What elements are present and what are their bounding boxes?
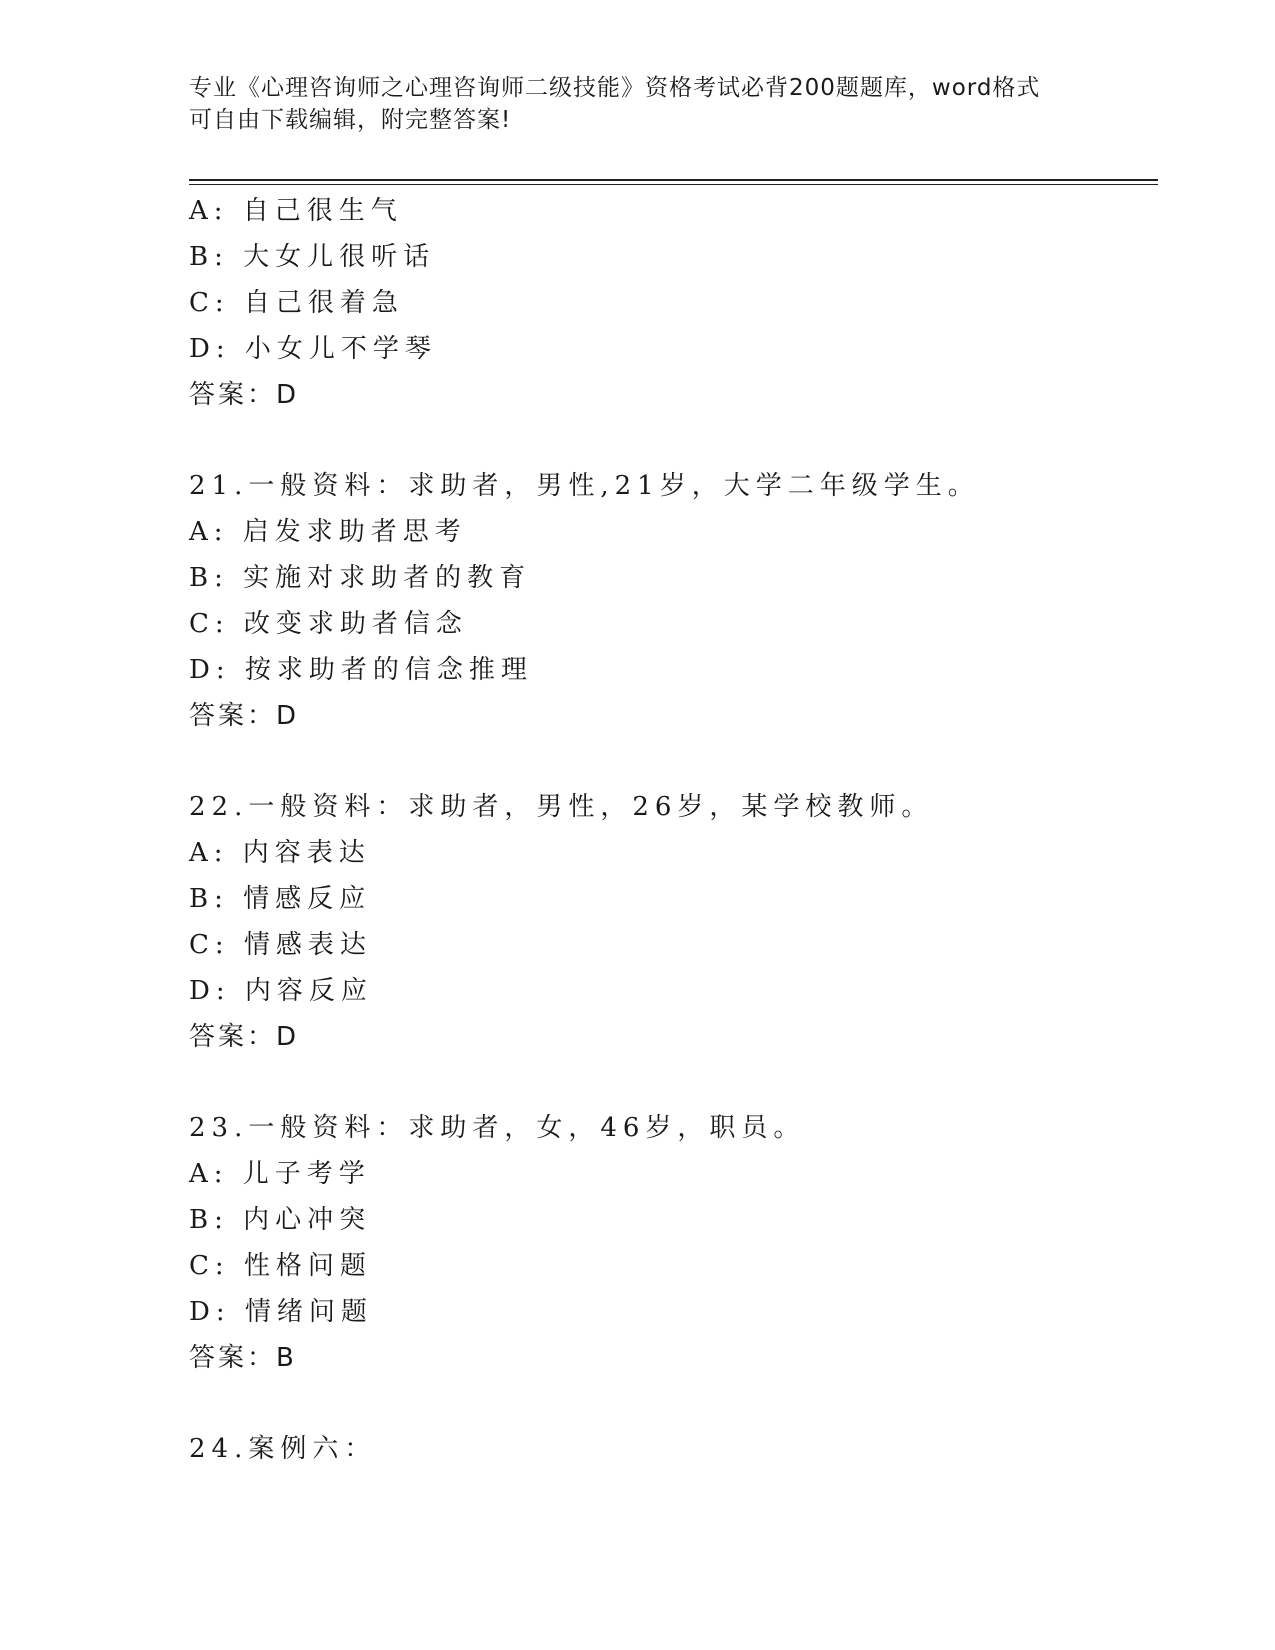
option-c: C: 情感表达 bbox=[189, 930, 372, 960]
question-list bbox=[189, 188, 1149, 1472]
document-header bbox=[189, 72, 1089, 136]
option-b: B: 内心冲突 bbox=[189, 1205, 372, 1235]
header-title-line-1: 专业《心理咨询师之心理咨询师二级技能》资格考试必背200题题库，word格式 bbox=[189, 75, 1041, 101]
option-b: B: 实施对求助者的教育 bbox=[189, 563, 532, 593]
question-23 bbox=[189, 1105, 1149, 1381]
question-stem: 21.一般资料：求助者，男性,21岁，大学二年级学生。 bbox=[189, 471, 980, 501]
question-22 bbox=[189, 784, 1149, 1060]
question-24 bbox=[189, 1426, 1149, 1472]
answer-line: 答案：D bbox=[189, 701, 300, 731]
question-20-continuation bbox=[189, 188, 1149, 418]
option-a: A: 儿子考学 bbox=[189, 1159, 371, 1189]
answer-line: 答案：D bbox=[189, 1022, 300, 1052]
option-c: C: 改变求助者信念 bbox=[189, 609, 468, 639]
option-a: A: 内容表达 bbox=[189, 838, 371, 868]
option-a: A: 启发求助者思考 bbox=[189, 517, 467, 547]
option-d: D: 内容反应 bbox=[189, 976, 373, 1006]
header-title-line-2: 可自由下载编辑，附完整答案! bbox=[189, 107, 512, 133]
question-stem: 22.一般资料：求助者，男性，26岁，某学校教师。 bbox=[189, 792, 934, 822]
option-d: D: 小女儿不学琴 bbox=[189, 334, 437, 364]
question-stem: 23.一般资料：求助者，女，46岁，职员。 bbox=[189, 1113, 806, 1143]
spacer bbox=[189, 739, 1149, 784]
option-d: D: 情绪问题 bbox=[189, 1297, 373, 1327]
option-c: C: 自己很着急 bbox=[189, 288, 404, 318]
answer-line: 答案：D bbox=[189, 380, 300, 410]
spacer bbox=[189, 418, 1149, 463]
spacer bbox=[189, 1381, 1149, 1426]
spacer bbox=[189, 1060, 1149, 1105]
option-d: D: 按求助者的信念推理 bbox=[189, 655, 533, 685]
option-a: A: 自己很生气 bbox=[189, 196, 403, 226]
question-stem: 24.案例六： bbox=[189, 1434, 377, 1464]
option-c: C: 性格问题 bbox=[189, 1251, 372, 1281]
option-b: B: 情感反应 bbox=[189, 884, 372, 914]
option-b: B: 大女儿很听话 bbox=[189, 242, 436, 272]
header-divider bbox=[189, 179, 1158, 185]
question-21 bbox=[189, 463, 1149, 739]
answer-line: 答案：B bbox=[189, 1343, 297, 1373]
